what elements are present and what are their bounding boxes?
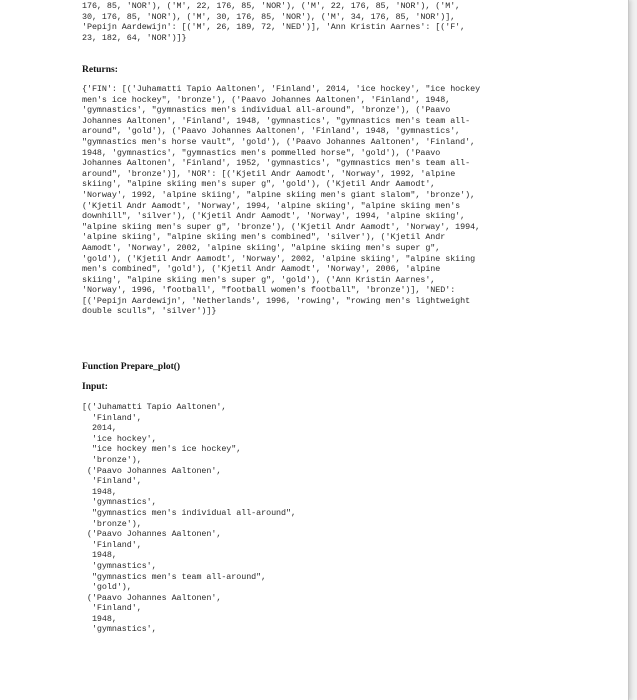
- code-block-returns: {'FIN': [('Juhamatti Tapio Aaltonen', 'Finland', 2014, 'ice hockey', "ice hockey men's ice hockey", 'bronze'), ('Paavo Johannes Aaltonen', 'Finland', 1948, 'gymnastics', "gymnastics men's individual all-around", 'bronze'), ('Paavo Johannes Aaltonen', 'Finland', 1948, 'gymnastics', "gymnastics men's team all- around", 'gold'), ('Paavo Johannes Aaltonen', 'Finland', 1948, 'gymnastics', "gymnastics men's horse vault", 'gold'), ('Paavo Johannes Aaltonen', 'Finland', 1948, 'gymnastics', "gymnastics men's pommelled horse", 'gold'), ('Paavo Johannes Aaltonen', 'Finland', 1952, 'gymnastics', "gymnastics men's team all- around", 'bronze')], 'NOR': [('Kjetil Andr Aamodt', 'Norway', 1992, 'alpine skiing', "alpine skiing men's super g", 'gold'), ('Kjetil Andr Aamodt', 'Norway', 1992, 'alpine skiing', "alpine skiing men's giant slalom", 'bronze'), ('Kjetil Andr Aamodt', 'Norway', 1994, 'alpine skiing', "alpine skiing men's downhill", 'silver'), ('Kjetil Andr Aamodt', 'Norway', 1994, 'alpine skiing', "alpine skiing men's super g", 'bronze'), ('Kjetil Andr Aamodt', 'Norway', 1994, 'alpine skiing', "alpine skiing men's combined", 'silver'), ('Kjetil Andr Aamodt', 'Norway', 2002, 'alpine skiing', "alpine skiing men's super g", 'gold'), ('Kjetil Andr Aamodt', 'Norway', 2002, 'alpine skiing', "alpine skiing men's combined", 'gold'), ('Kjetil Andr Aamodt', 'Norway', 2006, 'alpine skiing', "alpine skiing men's super g", 'gold'), ('Ann Kristin Aarnes', 'Norway', 1996, 'football', "football women's football", 'bronze')], 'NED': [('Pepijn Aardewijn', 'Netherlands', 1996, 'rowing', "rowing men's lightweight double sculls", 'silver')]}: [82, 84, 481, 317]
- function-title: Function Prepare_plot(): [82, 362, 181, 372]
- input-heading: Input:: [82, 382, 108, 392]
- returns-heading: Returns:: [82, 65, 118, 75]
- code-block-input: [('Juhamatti Tapio Aaltonen', 'Finland', 2014, 'ice hockey', "ice hockey men's ice hockey", 'bronze'), ('Paavo Johannes Aaltonen', 'Finland', 1948, 'gymnastics', "gymnastics men's individual all-around", 'bronze'), ('Paavo Johannes Aaltonen', 'Finland', 1948, 'gymnastics', "gymnastics men's team all-around", 'gold'), ('Paavo Johannes Aaltonen', 'Finland', 1948, 'gymnastics',: [82, 402, 296, 635]
- code-block-dict-continuation: 176, 85, 'NOR'), ('M', 22, 176, 85, 'NOR'), ('M', 22, 176, 85, 'NOR'), ('M', 30, 176, 85, 'NOR'), ('M', 30, 176, 85, 'NOR'), ('M', 34, 176, 85, 'NOR')], 'Pepijn Aardewijn': [('M', 26, 189, 72, 'NED')], 'Ann Kristin Aarnes': [('F', 23, 182, 64, 'NOR')]}: [82, 1, 466, 43]
